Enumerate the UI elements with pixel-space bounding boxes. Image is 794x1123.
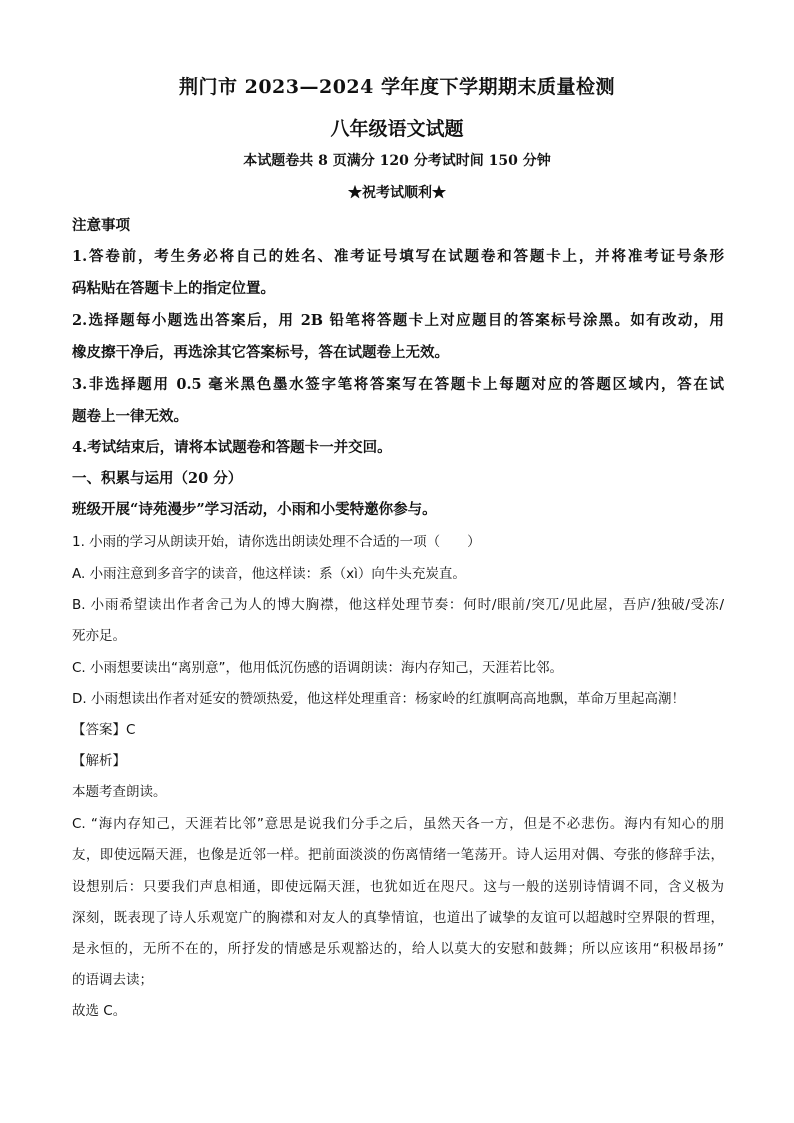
section-heading: 一、积累与运用（20 分） (72, 470, 243, 487)
analysis-line: 故选 C。 (72, 1003, 127, 1019)
exam-info: 本试题卷共 8 页满分 120 分考试时间 150 分钟 (243, 153, 551, 169)
exam-subtitle: 八年级语文试题 (330, 118, 464, 140)
answer-label: 【答案】C (72, 722, 136, 738)
analysis-label: 【解析】 (72, 753, 126, 769)
option-a: A. 小雨注意到多音字的读音，他这样读：系（xì）向牛头充炭直。 (72, 566, 466, 582)
analysis-line: C. “海内存知己，天涯若比邻”意思是说我们分手之后，虽然天各一方，但是不必悲伤。海内有知心的朋 (72, 816, 724, 832)
exam-title: 荆门市 2023—2024 学年度下学期期末质量检测 (179, 76, 615, 98)
option-c: C. 小雨想要读出“离别意”，他用低沉伤感的语调朗读：海内存知己，天涯若比邻。 (72, 660, 563, 676)
analysis-line: 是永恒的，无所不在的，所抒发的情感是乐观豁达的，给人以莫大的安慰和鼓舞；所以应该用“积极昂扬” (72, 941, 724, 957)
question-stem: 1. 小雨的学习从朗读开始，请你选出朗读处理不合适的一项（ ） (72, 534, 481, 550)
analysis-line: 深刻，既表现了诗人乐观宽广的胸襟和对友人的真挚情谊，也道出了诚挚的友谊可以超越时空界限的哲理， (72, 910, 724, 926)
note-line: 题卷上一律无效。 (72, 408, 188, 425)
analysis-line: 的语调去读； (72, 972, 153, 988)
note-line: 1.答卷前，考生务必将自己的姓名、准考证号填写在试题卷和答题卡上，并将准考证号条形 (72, 248, 724, 265)
analysis-line: 友，即使远隔天涯，也像是近邻一样。把前面淡淡的伤离情绪一笔荡开。诗人运用对偶、夸张的修辞手法， (72, 847, 724, 863)
analysis-line: 本题考查朗读。 (72, 784, 167, 800)
notes-heading: 注意事项 (72, 217, 130, 234)
analysis-line: 设想别后：只要我们声息相通，即使远隔天涯，也犹如近在咫尺。这与一般的送别诗情调不同，含义极为 (72, 879, 724, 895)
blessing-line: ★祝考试顺利★ (348, 185, 446, 201)
note-line: 码粘贴在答题卡上的指定位置。 (72, 280, 275, 297)
option-b-cont: 死亦足。 (72, 628, 126, 644)
section-intro: 班级开展“诗苑漫步”学习活动，小雨和小雯特邀你参与。 (72, 501, 437, 518)
note-line: 橡皮擦干净后，再选涂其它答案标号，答在试题卷上无效。 (72, 344, 449, 361)
option-d: D. 小雨想读出作者对延安的赞颂热爱，他这样处理重音：杨家岭的红旗啊高高地飘，革命万里起高潮！ (72, 691, 685, 707)
note-line: 4.考试结束后，请将本试题卷和答题卡一并交回。 (72, 439, 392, 456)
note-line: 3.非选择题用 0.5 毫米黑色墨水签字笔将答案写在答题卡上每题对应的答题区域内，答在试 (72, 376, 724, 393)
option-b: B. 小雨希望读出作者舍己为人的博大胸襟，他这样处理节奏：何时/眼前/突兀/见此屋，吾庐/独破/受冻/ (72, 597, 724, 613)
note-line: 2.选择题每小题选出答案后，用 2B 铅笔将答题卡上对应题目的答案标号涂黑。如有改动，用 (72, 312, 724, 329)
